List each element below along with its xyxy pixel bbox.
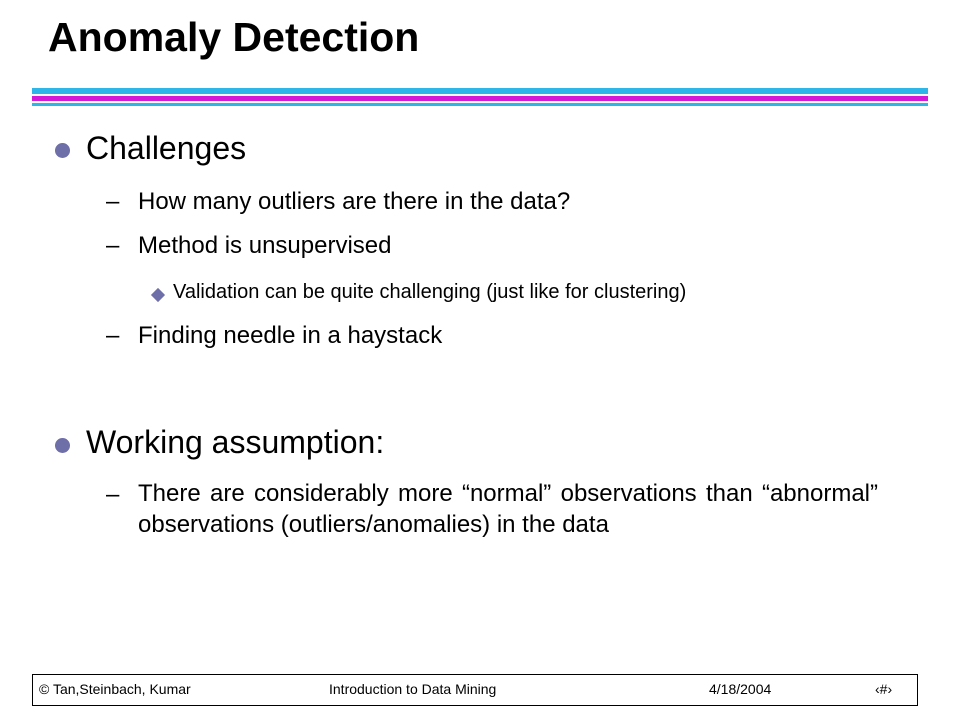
bullet-icon xyxy=(55,143,70,158)
dash-icon: – xyxy=(106,232,120,259)
title-rule-bottom xyxy=(32,103,928,106)
subitem-validation: Validation can be quite challenging (just like for clustering) xyxy=(173,281,687,303)
dash-icon: – xyxy=(106,322,120,349)
dash-icon: – xyxy=(106,481,120,508)
item-outliers-count: How many outliers are there in the data? xyxy=(138,188,571,215)
title-rule-middle xyxy=(32,96,928,101)
title-rule-top xyxy=(32,88,928,94)
heading-working-assumption: Working assumption: xyxy=(86,424,385,460)
footer-page-number: ‹#› xyxy=(875,681,893,697)
footer-date: 4/18/2004 xyxy=(709,681,772,697)
item-assumption: There are considerably more “normal” observations than “abnormal” observations (outliers/anomalies) in the data xyxy=(138,480,878,538)
footer-bar xyxy=(32,674,918,706)
footer-book-title: Introduction to Data Mining xyxy=(329,681,497,697)
bullet-icon xyxy=(55,438,70,453)
item-needle: Finding needle in a haystack xyxy=(138,322,443,349)
slide-title: Anomaly Detection xyxy=(48,14,420,60)
diamond-icon xyxy=(151,288,165,302)
heading-challenges: Challenges xyxy=(86,130,247,166)
footer-authors: © Tan,Steinbach, Kumar xyxy=(39,681,191,697)
item-unsupervised: Method is unsupervised xyxy=(138,232,392,259)
dash-icon: – xyxy=(106,188,120,215)
